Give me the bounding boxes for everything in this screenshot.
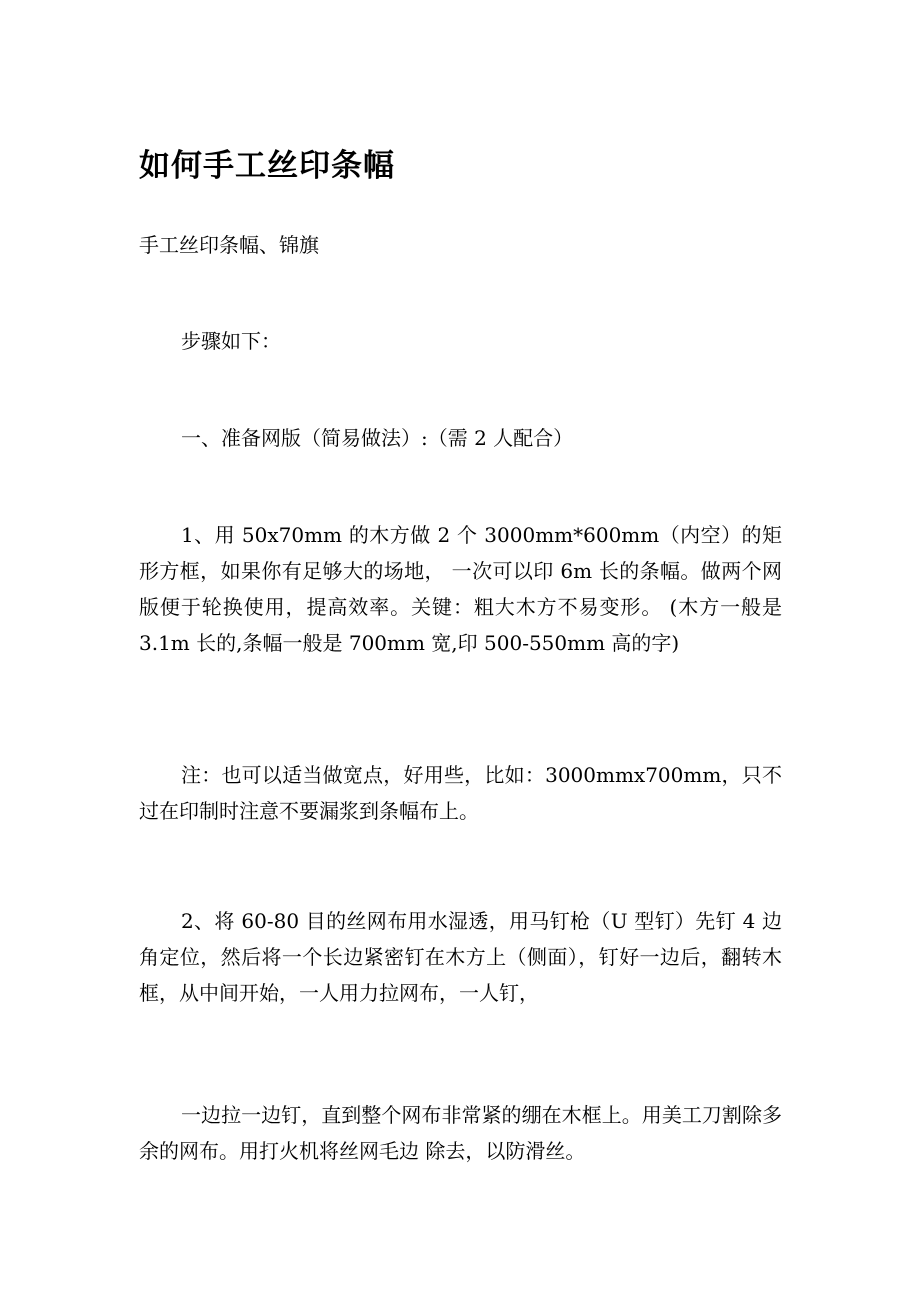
document-subtitle: 手工丝印条幅、锦旗 <box>139 233 319 257</box>
paragraph-steps-intro: 步骤如下： <box>181 329 281 353</box>
paragraph-section-prepare-screen: 一、准备网版（简易做法）:（需 2 人配合） <box>181 426 574 450</box>
paragraph-note: 注：也可以适当做宽点，好用些，比如：3000mmx700mm，只不过在印制时注意不要漏浆到条幅布上。 <box>139 763 782 823</box>
paragraph-step-1: 1、用 50x70mm 的木方做 2 个 3000mm*600mm（内空）的矩形方框，如果你有足够大的场地， 一次可以印 6m 长的条幅。做两个网版便于轮换使用，提高效率。关键：粗大木方不易变形。 (木方一般是 3.1m 长的,条幅一般是 700mm 宽,印 500-550mm 高的字) <box>139 523 782 655</box>
paragraph-step-2: 2、将 60-80 目的丝网布用水湿透，用马钉枪（U 型钉）先钉 4 边角定位，然后将一个长边紧密钉在木方上（侧面），钉好一边后，翻转木框，从中间开始，一人用力拉网布，一人钉， <box>139 909 782 1005</box>
paragraph-step-2-continued: 一边拉一边钉，直到整个网布非常紧的绷在木框上。用美工刀割除多余的网布。用打火机将丝网毛边 除去，以防滑丝。 <box>139 1103 782 1163</box>
document-title: 如何手工丝印条幅 <box>139 148 395 184</box>
